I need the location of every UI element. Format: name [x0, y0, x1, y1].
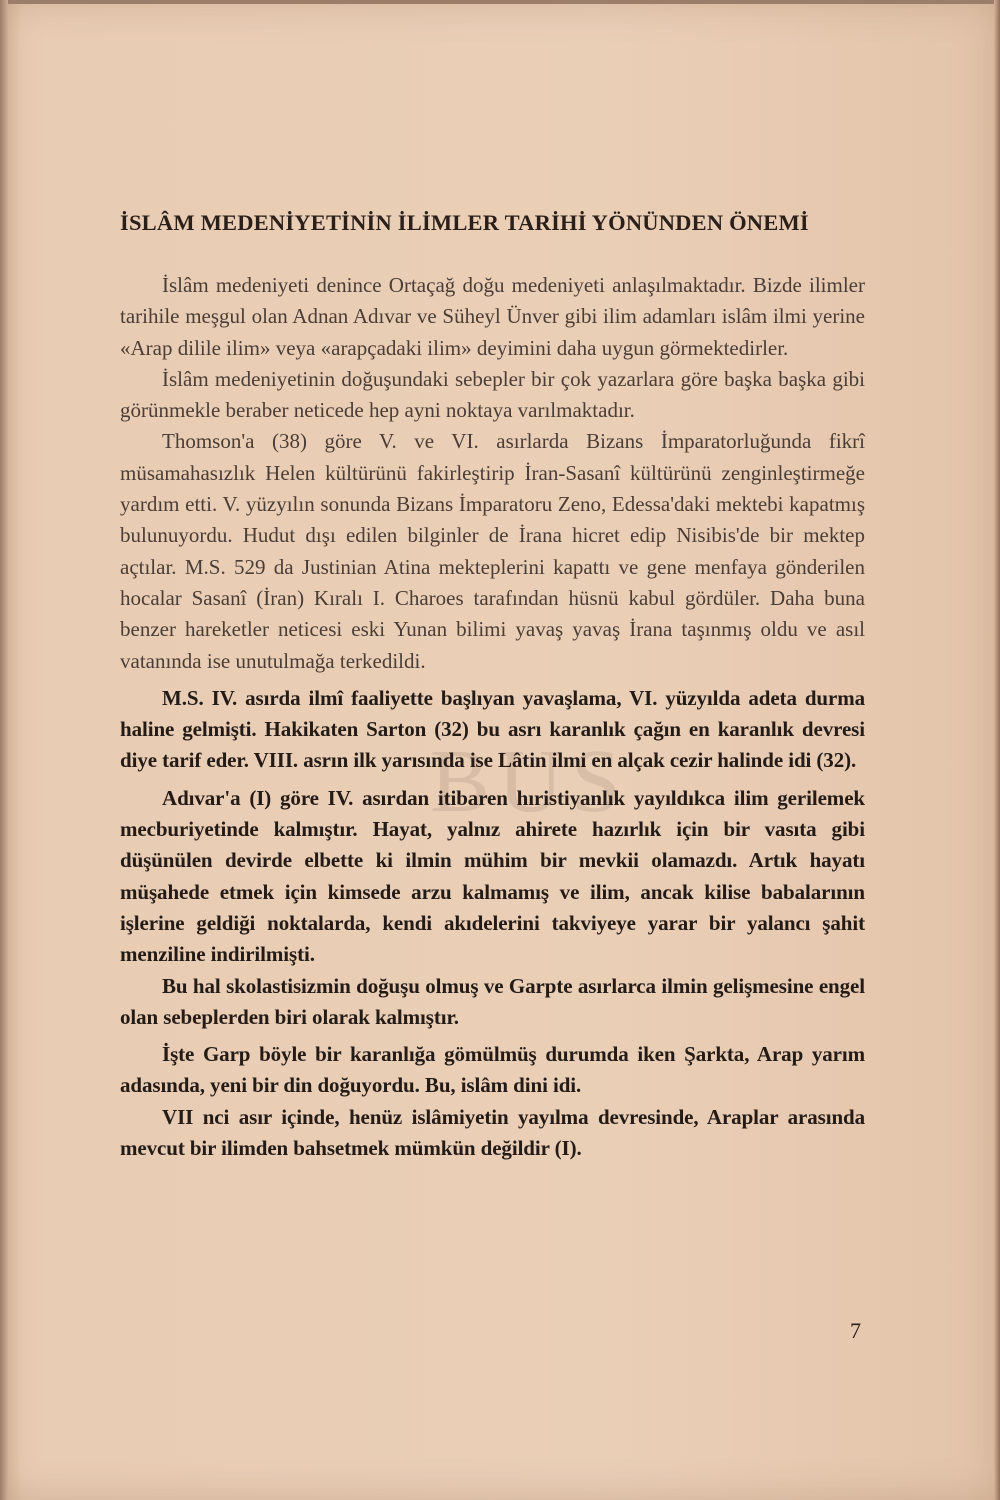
paragraph-1: İslâm medeniyeti denince Ortaçağ doğu medeniyeti anlaşılmaktadır. Bizde ilimler tarihile meşgul olan Adnan Adıvar ve Süheyl Ünver gibi ilim adamları islâm ilmi yerine «Arap dilile ilim» veya «arapçadaki ilim» deyimini daha uygun görmektedirler.	[120, 273, 865, 360]
chapter-heading: İSLÂM MEDENİYETİNİN İLİMLER TARİHİ YÖNÜNDEN ÖNEMİ	[120, 210, 809, 235]
page-right-edge	[994, 0, 1000, 1500]
paragraph-4: M.S. IV. asırda ilmî faaliyette başlıyan yavaşlama, VI. yüzyılda adeta durma haline gelmişti. Hakikaten Sarton (32) bu asrı karanlık çağın en karanlık devresi diye tarif eder. VIII. asrın ilk yarısında ise Lâtin ilmi en alçak cezir halinde idi (32).	[120, 685, 865, 773]
paragraph-3: Thomson'a (38) göre V. ve VI. asırlarda Bizans İmparatorluğunda fikrî müsamahasızlık Helen kültürünü fakirleştirip İran-Sasanî kültürünü zenginleştirmeğe yardım etti. V. yüzyılın sonunda Bizans İmparatoru Zeno, Edessa'daki mektebi kapatmış bulunuyordu. Hudut dışı edilen bilginler de İrana hicret edip Nisibis'de bir mektep açtılar. M.S. 529 da Justinian Atina mekteplerini kapattı ve gene menfaya gönderilen hocalar Sasanî (İran) Kıralı I. Charoes tarafından hüsnü kabul gördüler. Daha buna benzer hareketler neticesi eski Yunan bilimi yavaş yavaş İrana taşınmış oldu ve asıl vatanında ise unutulmağa terkedildi.	[120, 429, 865, 673]
paragraph-7: İşte Garp böyle bir karanlığa gömülmüş durumda iken Şarkta, Arap yarım adasında, yeni bir din doğuyordu. Bu, islâm dini idi.	[120, 1042, 865, 1098]
body-text	[120, 270, 865, 1164]
page-top-edge	[0, 0, 1000, 4]
paragraph-6: Bu hal skolastisizmin doğuşu olmuş ve Garpte asırlarca ilmin gelişmesine engel olan sebeplerden biri olarak kalmıştır.	[120, 973, 865, 1029]
page-left-edge	[0, 0, 8, 1500]
paragraph-2: İslâm medeniyetinin doğuşundaki sebepler bir çok yazarlara göre başka başka gibi görünmekle beraber neticede hep ayni noktaya varılmaktadır.	[120, 366, 865, 423]
paragraph-8: VII nci asır içinde, henüz islâmiyetin yayılma devresinde, Araplar arasında mevcut bir ilimden bahsetmek mümkün değildir (I).	[120, 1104, 865, 1161]
paragraph-5: Adıvar'a (I) göre IV. asırdan itibaren hıristiyanlık yayıldıkca ilim gerilemek mecburiyetinde kalmıştır. Hayat, yalnız ahirete hazırlık için bir vasıta gibi düşünülen devirde elbette ki ilmin mühim bir mevkii olamazdı. Artık hayatı müşahede etmek için kimsede arzu kalmamış ve ilim, ancak kilise babalarının işlerine geldiği noktalarda, kendi akıdelerini takviyeye yarar bir yalancı şahit menziline indirilmişti.	[120, 785, 865, 967]
page-number: 7	[850, 1318, 861, 1343]
watermark: BUS	[430, 732, 630, 831]
